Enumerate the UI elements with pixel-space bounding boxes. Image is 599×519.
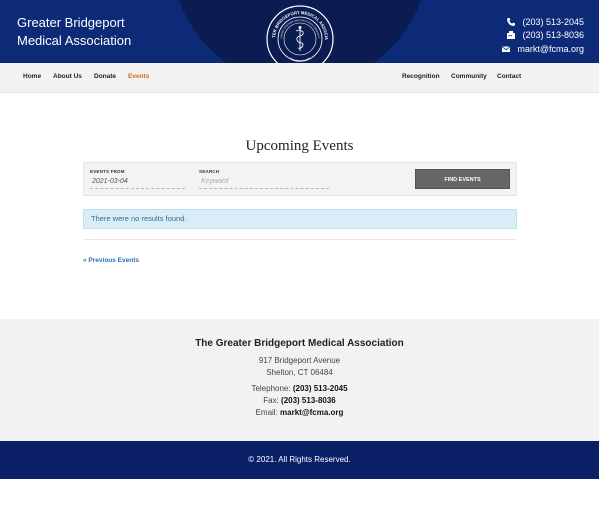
- seal-founded-text: FOUNDED IN 1898: [288, 57, 312, 64]
- search-label: SEARCH: [199, 169, 220, 174]
- header-phone-text: (203) 513-2045: [522, 17, 584, 27]
- header-fax[interactable]: [501, 29, 584, 41]
- header-fax-text: (203) 513-8036: [522, 30, 584, 40]
- events-from-input[interactable]: 2021-03-04: [90, 177, 185, 189]
- footer-address-line-2: Shelton, CT 06484: [266, 368, 333, 377]
- fax-icon: [506, 30, 516, 40]
- nav-contact[interactable]: Contact: [497, 73, 522, 80]
- nav-about-us[interactable]: About Us: [53, 73, 82, 80]
- footer-telephone-label: Telephone:: [251, 384, 291, 393]
- header-email-text: markt@fcma.org: [517, 44, 584, 54]
- events-from-label: EVENTS FROM: [90, 169, 125, 174]
- footer-fax-value: (203) 513-8036: [281, 396, 336, 405]
- nav-donate[interactable]: Donate: [94, 73, 117, 80]
- email-icon: [501, 44, 511, 54]
- seal-outer-text: TER BRIDGEPORT MEDICAL ASSOCIA: [271, 9, 330, 40]
- seal-inner-text: CARING TOGETHER FOR A HEALTHIER COMMUNITY: [280, 19, 320, 39]
- footer-email: [0, 408, 599, 417]
- phone-icon: [506, 17, 516, 27]
- copyright-bar: © 2021. All Rights Reserved.: [0, 441, 599, 479]
- no-results-notice: There were no results found.: [83, 209, 517, 229]
- svg-text:FOUNDED IN 1898: [289, 56, 312, 63]
- nav-events[interactable]: Events: [128, 73, 150, 80]
- nav-recognition[interactable]: Recognition: [402, 73, 440, 80]
- site-footer: [0, 319, 599, 441]
- events-filter-bar: [83, 162, 517, 196]
- footer-telephone: [0, 384, 599, 393]
- main-nav: [0, 63, 599, 93]
- footer-title: The Greater Bridgeport Medical Association: [195, 338, 404, 349]
- footer-fax-label: Fax:: [263, 396, 279, 405]
- footer-email-value[interactable]: markt@fcma.org: [280, 408, 344, 417]
- footer-address-line-1: 917 Bridgeport Avenue: [258, 356, 341, 365]
- page-title: Upcoming Events: [245, 138, 354, 154]
- search-input[interactable]: Keyword: [199, 177, 329, 189]
- footer-telephone-value[interactable]: (203) 513-2045: [292, 384, 348, 393]
- header-phone[interactable]: [501, 16, 584, 28]
- site-brand[interactable]: [17, 14, 131, 50]
- caduceus-icon: [296, 27, 303, 52]
- nav-community[interactable]: Community: [451, 73, 487, 80]
- find-events-button[interactable]: FIND EVENTS: [415, 169, 510, 189]
- nav-home[interactable]: Home: [23, 73, 42, 80]
- header-contact: [501, 16, 584, 56]
- brand-line-1: Greater Bridgeport: [17, 15, 125, 30]
- header-email[interactable]: [501, 43, 584, 55]
- footer-fax: [0, 396, 599, 405]
- divider: [83, 239, 517, 240]
- previous-events-link[interactable]: « Previous Events: [83, 257, 139, 264]
- brand-line-2: Medical Association: [17, 33, 132, 48]
- footer-email-label: Email:: [255, 408, 278, 417]
